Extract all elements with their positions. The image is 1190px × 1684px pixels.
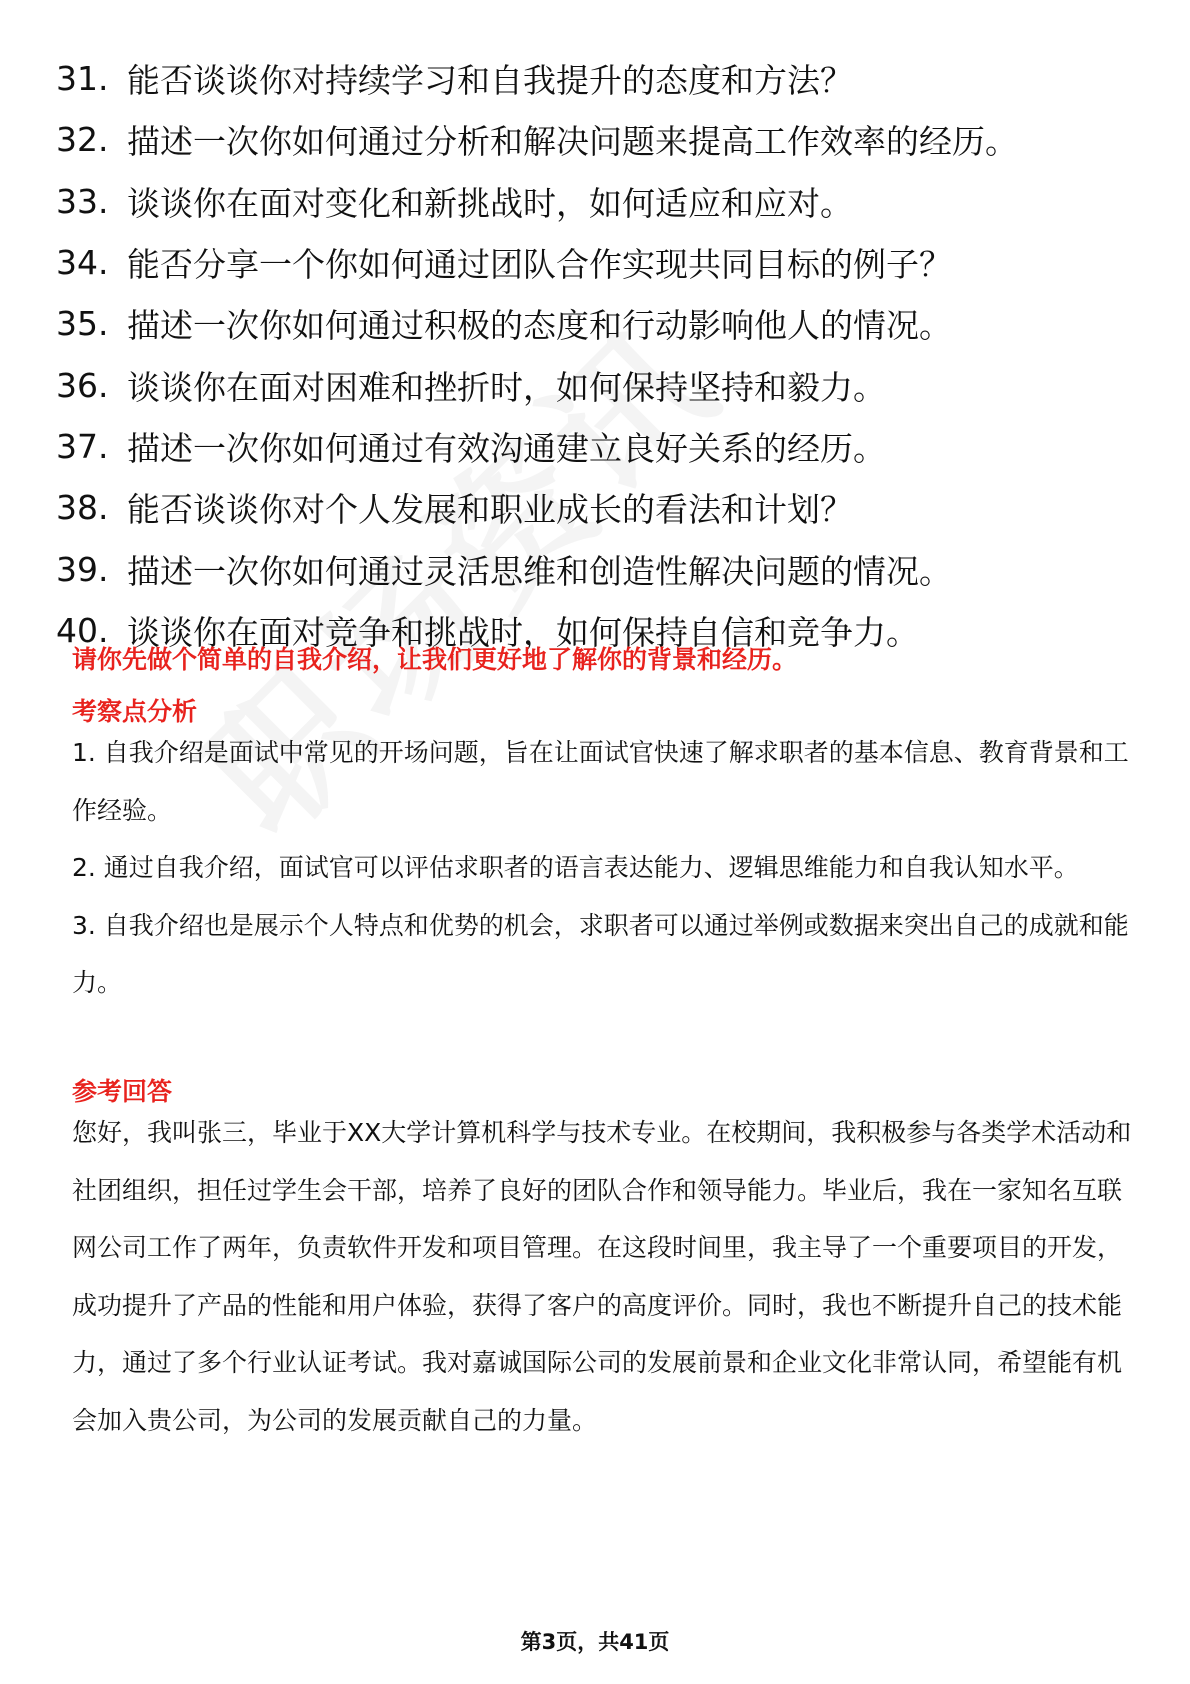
question-number: 33. bbox=[56, 181, 109, 221]
question-text: 谈谈你在面对困难和挫折时，如何保持坚持和毅力。 bbox=[127, 367, 886, 407]
question-number: 35. bbox=[56, 304, 109, 344]
reference-answer bbox=[72, 1104, 1132, 1449]
question-text: 描述一次你如何通过积极的态度和行动影响他人的情况。 bbox=[127, 306, 952, 346]
question-number: 36. bbox=[56, 365, 109, 405]
question-item bbox=[56, 293, 1136, 354]
question-number: 31. bbox=[56, 59, 109, 99]
question-text: 描述一次你如何通过灵活思维和创造性解决问题的情况。 bbox=[127, 551, 952, 591]
reference-heading: 参考回答 bbox=[72, 1077, 173, 1106]
question-list bbox=[56, 48, 1136, 661]
analysis-points bbox=[72, 724, 1132, 1012]
question-number: 40. bbox=[56, 610, 109, 650]
question-number: 34. bbox=[56, 243, 109, 283]
analysis-point: 3. 自我介绍也是展示个人特点和优势的机会，求职者可以通过举例或数据来突出自己的成就和能力。 bbox=[72, 910, 1129, 997]
question-item bbox=[56, 416, 1136, 477]
highlight-question: 请你先做个简单的自我介绍，让我们更好地了解你的背景和经历。 bbox=[72, 645, 798, 674]
question-text: 谈谈你在面对竞争和挑战时，如何保持自信和竞争力。 bbox=[127, 612, 919, 652]
question-number: 37. bbox=[56, 426, 109, 466]
question-text: 能否谈谈你对个人发展和职业成长的看法和计划？ bbox=[127, 490, 853, 530]
question-text: 能否谈谈你对持续学习和自我提升的态度和方法？ bbox=[127, 61, 853, 101]
question-item bbox=[56, 354, 1136, 415]
question-text: 描述一次你如何通过有效沟通建立良好关系的经历。 bbox=[127, 428, 886, 468]
question-number: 32. bbox=[56, 120, 109, 160]
question-number: 39. bbox=[56, 549, 109, 589]
question-item bbox=[56, 109, 1136, 170]
question-number: 38. bbox=[56, 488, 109, 528]
question-item bbox=[56, 48, 1136, 109]
question-text: 谈谈你在面对变化和新挑战时，如何适应和应对。 bbox=[127, 183, 853, 223]
question-item bbox=[56, 538, 1136, 599]
question-text: 能否分享一个你如何通过团队合作实现共同目标的例子？ bbox=[127, 245, 952, 285]
analysis-point: 1. 自我介绍是面试中常见的开场问题，旨在让面试官快速了解求职者的基本信息、教育背景和工作经验。 bbox=[72, 738, 1129, 825]
question-item bbox=[56, 477, 1136, 538]
question-item bbox=[56, 171, 1136, 232]
question-item bbox=[56, 232, 1136, 293]
page-footer: 第3页，共41页 bbox=[520, 1630, 670, 1654]
analysis-point: 2. 通过自我介绍，面试官可以评估求职者的语言表达能力、逻辑思维能力和自我认知水平。 bbox=[72, 853, 1079, 882]
question-text: 描述一次你如何通过分析和解决问题来提高工作效率的经历。 bbox=[127, 122, 1018, 162]
analysis-heading: 考察点分析 bbox=[72, 697, 198, 726]
reference-answer-text: 您好，我叫张三，毕业于XX大学计算机科学与技术专业。在校期间，我积极参与各类学术活动和社团组织，担任过学生会干部，培养了良好的团队合作和领导能力。毕业后，我在一家知名互联网公司工作了两年，负责软件开发和项目管理。在这段时间里，我主导了一个重要项目的开发，成功提升了产品的性能和用户体验，获得了客户的高度评价。同时，我也不断提升自己的技术能力，通过了多个行业认证考试。我对嘉诚国际公司的发展前景和企业文化非常认同，希望能有机会加入贵公司，为公司的发展贡献自己的力量。 bbox=[72, 1118, 1132, 1435]
